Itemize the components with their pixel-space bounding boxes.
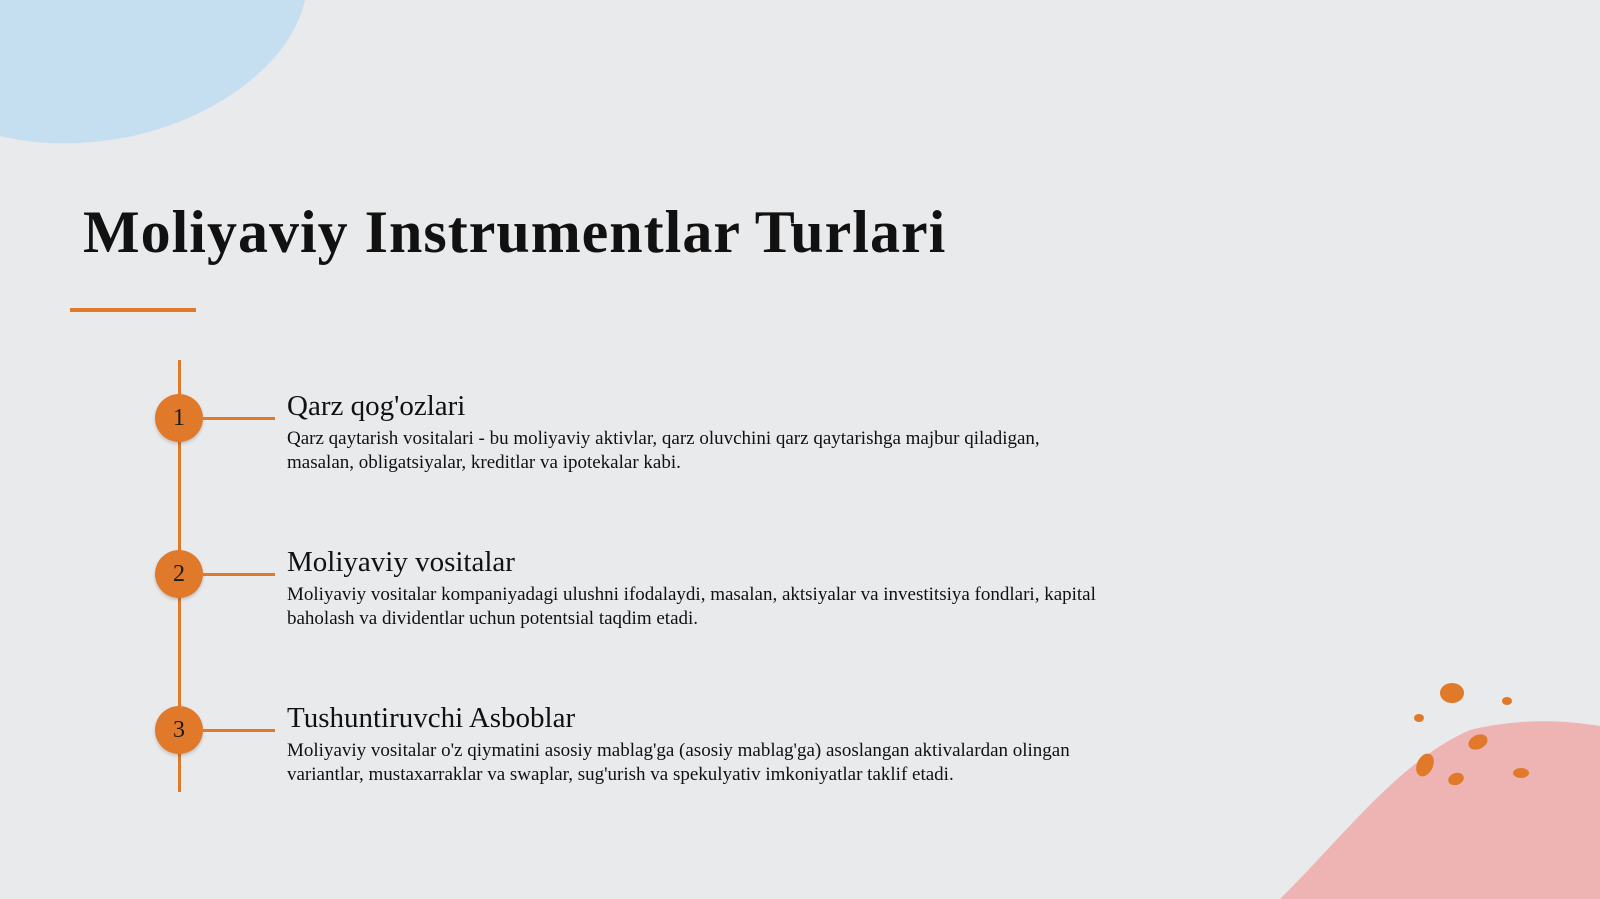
step-description: Moliyaviy vositalar kompaniyadagi ulushni ifodalaydi, masalan, aktsiyalar va investitsiya fondlari, kapital baholash va dividentlar uchun potentsial taqdim etadi.: [287, 584, 1096, 629]
step-description: Qarz qaytarish vositalari - bu moliyaviy aktivlar, qarz oluvchini qarz qaytarishga majbur qiladigan, masalan, obligatsiyalar, kreditlar va ipotekalar kabi.: [287, 428, 1040, 473]
step-number-badge: 2: [155, 550, 203, 598]
timeline-step-1: [0, 390, 1100, 494]
step-title: Qarz qog'ozlari: [287, 390, 466, 422]
title-underline: [70, 308, 196, 312]
blue-blob-shape: [0, 0, 305, 143]
step-title: Tushuntiruvchi Asboblar: [287, 702, 576, 734]
slide-title: Moliyaviy Instrumentlar Turlari: [83, 199, 947, 265]
step-number-badge: 3: [155, 706, 203, 754]
step-connector: [203, 729, 275, 732]
step-description: Moliyaviy vositalar o'z qiymatini asosiy mablag'ga (asosiy mablag'ga) asoslangan aktivalardan olingan variantlar, mustaxarraklar va swaplar, sug'urish va spekulyativ imkoniyatlar taklif etadi.: [287, 740, 1070, 785]
step-connector: [203, 573, 275, 576]
timeline-step-2: [0, 546, 1100, 650]
step-connector: [203, 417, 275, 420]
step-number-badge: 1: [155, 394, 203, 442]
pink-blob-shape: [1280, 721, 1600, 899]
timeline-step-3: [0, 702, 1100, 806]
step-title: Moliyaviy vositalar: [287, 546, 515, 578]
